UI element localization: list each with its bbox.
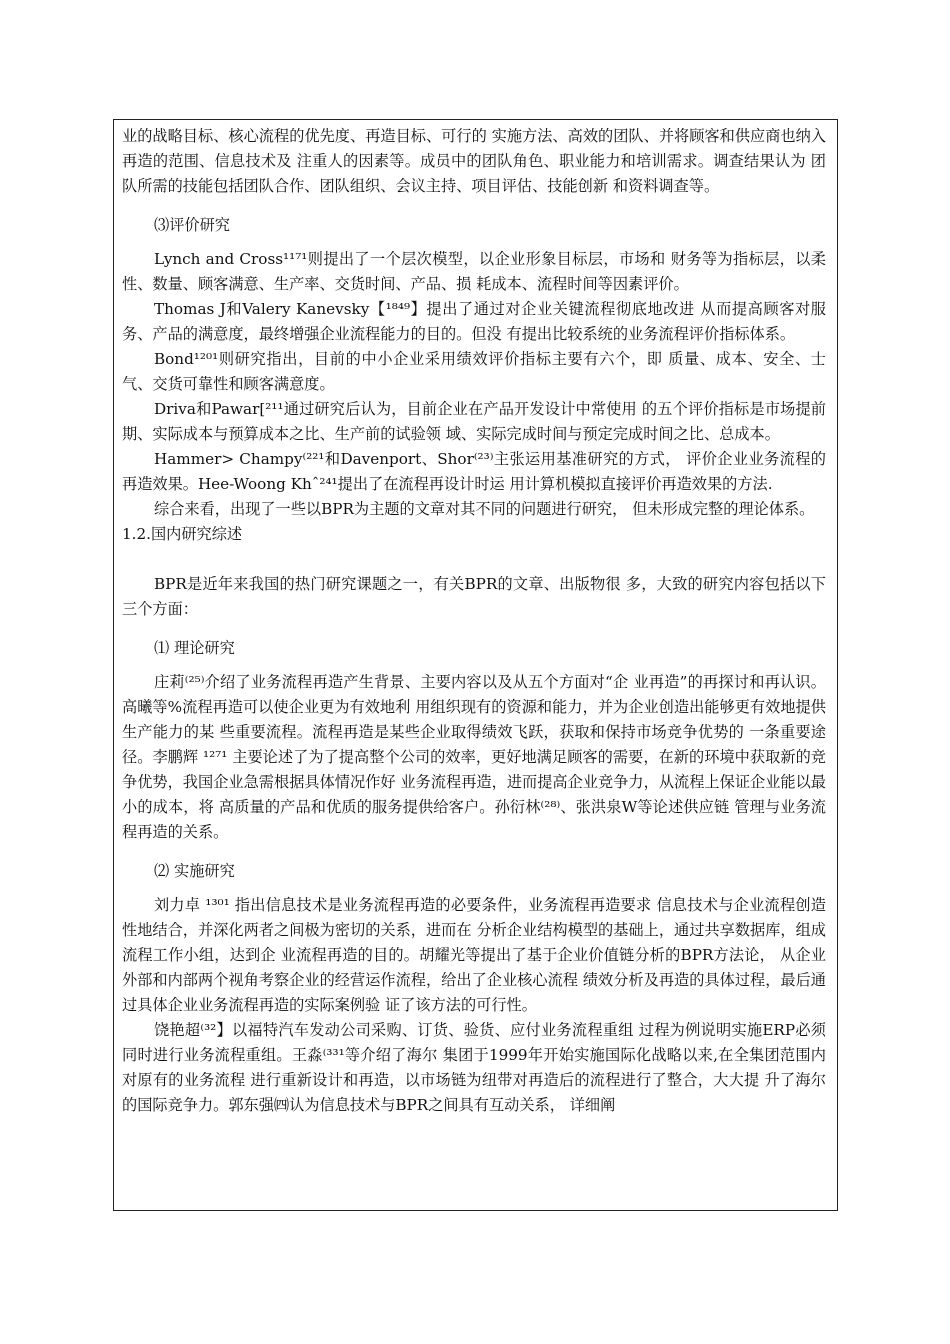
- section-heading-domestic-review: 1.2.国内研究综述: [122, 525, 243, 543]
- paragraph-team-research: 业的战略目标、核心流程的优先度、再造目标、可行的 实施方法、高效的团队、并将顾客和供应商也纳入再造的范围、信息技术及 注重人的因素等。成员中的团队角色、职业能力和培训需求。调查结果认为 团队所需的技能包括团队合作、团队组织、会议主持、项目评估、技能创新 和资料调查等。: [122, 127, 826, 195]
- paragraph-bond: Bond¹²⁰¹则研究指出，目前的中小企业采用绩效评价指标主要有六个，即 质量、成本、安全、士气、交货可靠性和顾客满意度。: [122, 350, 826, 393]
- paragraph-implementation: 刘力卓 ¹³⁰¹ 指出信息技术是业务流程再造的必要条件，业务流程再造要求 信息技术与企业流程创造性地结合，并深化两者之间极为密切的关系，进而在 分析企业结构模型的基础上，通过共享数据库，组成流程工作小组，达到企 业流程再造的目的。胡耀光等提出了基于企业价值链分析的BPR方法论， 从企业外部和内部两个视角考察企业的经营运作流程，给出了企业核心流程 绩效分析及再造的具体过程，最后通过具体企业业务流程再造的实际案例验 证了该方法的可行性。: [122, 896, 826, 1014]
- paragraph-hammer-champy: Hammer> Champy⁽²²¹和Davenport、Shor⁽²³⁾主张运用基准研究的方式， 评价企业业务流程的再造效果。Hee-Woong Khˆ²⁴¹提出了在流程再设计时运 用计算机模拟直接评价再造效果的方法.: [122, 450, 826, 493]
- paragraph-summary: 综合来看，出现了一些以BPR为主题的文章对其不同的问题进行研究， 但未形成完整的理论体系。: [154, 500, 815, 518]
- paragraph-erp-haier: 饶艳超⁽³²】以福特汽车发动公司采购、订货、验货、应付业务流程重组 过程为例说明实施ERP必须同时进行业务流程重组。王淼⁽³³¹等介绍了海尔 集团于1999年开始实施国际化战略以来,在全集团范围内对原有的业务流程 进行重新设计和再造，以市场链为纽带对再造后的流程进行了整合，大大提 升了海尔的国际竞争力。郭东强㈣认为信息技术与BPR之间具有互动关系， 详细阐: [122, 1021, 826, 1114]
- paragraph-bpr-intro: BPR是近年来我国的热门研究课题之一，有关BPR的文章、出版物很 多，大致的研究内容包括以下三个方面：: [122, 575, 826, 618]
- bordered-text-frame: [113, 119, 838, 1211]
- paragraph-thomas-kanevsky: Thomas J和Valery Kanevsky【¹⁸⁴⁹】提出了通过对企业关键流程彻底地改进 从而提高顾客对服务、产品的满意度，最终增强企业流程能力的目的。但没 有提出比较系统的业务流程评价指标体系。: [122, 300, 826, 343]
- heading-theory-research: ⑴ 理论研究: [154, 639, 235, 657]
- heading-evaluation-research: ⑶评价研究: [154, 216, 230, 234]
- heading-implementation-research: ⑵ 实施研究: [154, 862, 235, 880]
- paragraph-driva-pawar: Driva和Pawar[²¹¹通过研究后认为，目前企业在产品开发设计中常使用 的五个评价指标是市场提前期、实际成本与预算成本之比、生产前的试验领 域、实际完成时间与预定完成时间之比、总成本。: [122, 400, 826, 443]
- paragraph-lynch-cross: Lynch and Cross¹¹⁷¹则提出了一个层次模型，以企业形象目标层，市场和 财务等为指标层，以柔性、数量、顾客满意、生产率、交货时间、产品、损 耗成本、流程时间等因素评价。: [122, 250, 826, 293]
- paragraph-theory: 庄莉⁽²⁵⁾介绍了业务流程再造产生背景、主要内容以及从五个方面对“企 业再造”的再探讨和再认识。高曦等%流程再造可以使企业更为有效地利 用组织现有的资源和能力，并为企业创造出能够更有效地提供生产能力的某 些重要流程。流程再造是某些企业取得绩效飞跃，获取和保持市场竞争优势的 一条重要途径。李鹏辉 ¹²⁷¹ 主要论述了为了提高整个公司的效率，更好地满足顾客的需要，在新的环境中获取新的竞争优势，我国企业急需根据具体情况作好 业务流程再造，进而提高企业竞争力，从流程上保证企业能以最小的成本，将 高质量的产品和优质的服务提供给客户。孙衍林⁽²⁸⁾、张洪泉W等论述供应链 管理与业务流程再造的关系。: [122, 673, 826, 841]
